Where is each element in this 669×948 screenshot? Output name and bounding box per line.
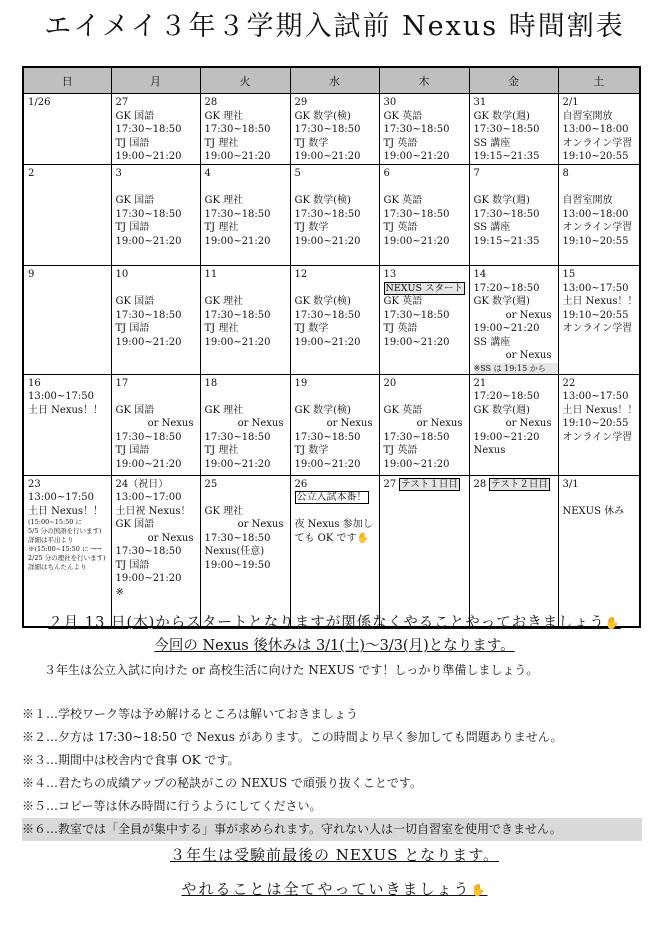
day-content (563, 268, 640, 336)
schedule-line: 19:00~19:50 (204, 559, 271, 571)
day-date-line (474, 478, 558, 492)
day-content (205, 96, 290, 164)
day-cell (290, 94, 379, 165)
schedule-line: TJ 国語 (115, 445, 150, 456)
schedule-line: 土日 Nexus！！ (28, 404, 104, 416)
note-item-highlight: ※６…教室では「全員が集中する」事が求められます。守れない人は一切自習室を使用できません。 (22, 818, 642, 841)
schedule-line: 19:00~21:20 (473, 323, 540, 334)
schedule-line: 13:00~17:00 (115, 492, 182, 503)
schedule-line: GK 英語 (383, 404, 423, 416)
tiny-note: ※(15:00~15:50 に →→ (28, 545, 102, 553)
day-cell (379, 165, 469, 266)
schedule-line: GK 理社 (204, 110, 244, 122)
day-date: 27 (383, 478, 397, 490)
schedule-line: 17:30~18:50 (204, 532, 271, 544)
nexus-start-badge: NEXUS スタート (385, 282, 464, 294)
schedule-line: GK 国語 (115, 404, 155, 416)
day-cell (558, 374, 640, 475)
day-date: 24（祝日） (115, 478, 169, 490)
weekday-sun: 日 (23, 67, 111, 94)
schedule-line: 19:10~20:55 (562, 309, 629, 321)
day-cell (469, 475, 558, 627)
schedule-line: 19:00~21:20 (204, 336, 271, 348)
schedule-line: 19:15~21:35 (473, 151, 540, 162)
schedule-line: 19:00~21:20 (204, 235, 271, 247)
schedule-line: 土日 Nexus！！ (28, 505, 104, 517)
schedule-line: Nexus(任意) (204, 546, 265, 557)
schedule-line: Nexus (473, 445, 506, 456)
schedule-line: GK 数学(週) (473, 404, 530, 416)
day-content (295, 96, 379, 164)
week-row (23, 94, 640, 165)
schedule-line: GK 国語 (115, 110, 155, 122)
day-content (474, 377, 558, 458)
schedule-line: 土日祝 Nexus！ (115, 505, 191, 517)
blank-line (295, 282, 379, 296)
notes-list (22, 703, 642, 841)
day-content (563, 167, 640, 248)
schedule-line: TJ 英語 (383, 222, 418, 233)
day-date: 30 (383, 97, 397, 108)
day-date: 8 (562, 168, 569, 179)
day-date: 31 (473, 97, 487, 108)
schedule-line: NEXUS 休み (562, 505, 625, 517)
schedule-line: TJ 英語 (383, 445, 418, 456)
schedule-line: 13:00~17:50 (562, 282, 629, 294)
schedule-line: 19:00~21:20 (294, 458, 361, 470)
schedule-line: GK 国語 (115, 519, 155, 530)
schedule-line: SS 講座 (473, 222, 511, 233)
holiday-message: 今回の Nexus 後休みは 3/1(土)～3/3(月)となります。 (154, 638, 515, 654)
day-content (474, 167, 558, 248)
schedule-line: TJ 国語 (115, 559, 150, 571)
day-content (205, 377, 290, 472)
day-cell (558, 266, 640, 375)
day-cell (379, 94, 469, 165)
schedule-line: 19:00~21:20 (115, 336, 182, 348)
schedule-line: 13:00~18:00 (562, 208, 629, 220)
schedule-line: 自習室開放 (562, 110, 613, 122)
schedule-line: 自習室開放 (562, 195, 613, 206)
tiny-note: 詳細は平出より (28, 536, 74, 544)
day-content (28, 167, 111, 181)
schedule-line: 17:30~18:50 (473, 208, 540, 220)
schedule-line: 13:00~17:50 (562, 391, 629, 402)
schedule-line: 19:00~21:20 (115, 573, 182, 584)
day-content (563, 478, 640, 519)
day-date: 23 (28, 478, 41, 490)
day-content (28, 377, 111, 418)
week-row (23, 165, 640, 266)
schedule-line: 13:00~17:50 (28, 391, 95, 402)
schedule-line: TJ 理社 (204, 323, 239, 334)
schedule-line: TJ 理社 (204, 137, 239, 149)
schedule-line: 土日 Nexus！！ (562, 404, 638, 416)
schedule-line: 17:30~18:50 (383, 309, 450, 321)
schedule-line: ※ (115, 586, 124, 598)
footer-line-1: ３年生は受験前最後の NEXUS となります。 (169, 846, 499, 864)
day-date: 5 (294, 168, 301, 179)
schedule-line: 19:00~21:20 (383, 336, 450, 348)
schedule-line: GK 数学(週) (473, 296, 530, 307)
blank-line (384, 181, 469, 195)
weekday-thu: 木 (379, 67, 469, 94)
day-date: 27 (115, 97, 129, 108)
day-content (295, 377, 379, 472)
schedule-line: TJ 国語 (115, 222, 150, 233)
day-content (116, 268, 200, 349)
schedule-line: 17:30~18:50 (383, 208, 450, 220)
day-date: 16 (28, 377, 41, 389)
day-cell (558, 94, 640, 165)
schedule-line: 19:00~21:20 (115, 458, 182, 470)
schedule-line: or Nexus (416, 418, 463, 429)
schedule-line: GK 理社 (204, 505, 244, 517)
schedule-line: GK 理社 (204, 404, 244, 416)
schedule-line: オンライン学習 (562, 137, 633, 149)
schedule-line: 19:10~20:55 (562, 151, 629, 162)
day-cell (111, 94, 200, 165)
day-content (205, 268, 290, 349)
schedule-line: 17:30~18:50 (204, 208, 271, 220)
schedule-line: 17:30~18:50 (473, 124, 540, 135)
schedule-line: SS 講座 (473, 137, 511, 149)
day-cell (23, 475, 111, 627)
day-cell (23, 165, 111, 266)
day-cell (111, 475, 200, 627)
day-content (205, 478, 290, 573)
day-date: 11 (204, 269, 218, 280)
day-date: 25 (204, 478, 218, 490)
schedule-line: 19:10~20:55 (562, 418, 629, 429)
day-content (384, 478, 469, 492)
schedule-line: 土日 Nexus！！ (562, 296, 638, 307)
blank-line (563, 491, 640, 505)
smile-icon: ✋ (356, 532, 369, 544)
day-date: 6 (383, 168, 390, 179)
schedule-line: GK 数学(検) (294, 195, 351, 206)
day-cell (558, 475, 640, 627)
day-content (116, 96, 200, 164)
day-cell (111, 374, 200, 475)
day-date: 1/26 (28, 97, 51, 108)
schedule-line: 19:00~21:20 (294, 235, 361, 247)
day-cell (469, 94, 558, 165)
badge-line (295, 491, 379, 505)
day-content (116, 478, 200, 600)
schedule-line: GK 数学(検) (294, 404, 351, 416)
day-date: 18 (204, 377, 218, 389)
schedule-line: 19:00~21:20 (383, 151, 450, 162)
blank-line (295, 505, 379, 519)
weekday-header-row (23, 67, 640, 94)
schedule-line: 17:30~18:50 (294, 309, 361, 321)
schedule-line: GK 英語 (383, 110, 423, 122)
day-content (28, 268, 111, 282)
schedule-line: 17:20~18:50 (473, 282, 540, 294)
day-cell (290, 374, 379, 475)
schedule-line: 17:30~18:50 (294, 431, 361, 443)
schedule-line: GK 国語 (115, 296, 155, 307)
day-cell (290, 266, 379, 375)
blank-line (205, 491, 290, 505)
footer-line-2: やれることは全てやっていきましょう✋ (181, 880, 488, 898)
test-day-badge: テスト２日目 (491, 478, 548, 490)
schedule-line: 19:15~21:35 (473, 235, 540, 247)
day-date: 9 (28, 269, 35, 280)
schedule-line: GK 数学(週) (473, 195, 530, 206)
day-date: 2/1 (562, 97, 579, 108)
blank-line (116, 390, 200, 404)
schedule-line: TJ 英語 (383, 323, 418, 334)
schedule-line: GK 理社 (204, 195, 244, 206)
page-title: エイメイ３年３学期入試前 Nexus 時間割表 (44, 11, 625, 42)
note-item: ※５…コピー等は休み時間に行うようにしてください。 (22, 799, 322, 813)
day-cell (290, 165, 379, 266)
week-row (23, 475, 640, 627)
day-date: 22 (562, 377, 576, 389)
blank-line (474, 181, 558, 195)
schedule-line: 17:30~18:50 (383, 431, 450, 443)
schedule-line: GK 英語 (383, 296, 423, 307)
schedule-line: GK 国語 (115, 195, 155, 206)
schedule-line: or Nexus (147, 418, 194, 429)
blank-line (205, 181, 290, 195)
schedule-line: 17:30~18:50 (204, 309, 271, 321)
day-date: 13 (383, 269, 397, 280)
note-item: ※２…夕方は 17:30~18:50 で Nexus があります。この時間より早く参加しても問題ありません。 (22, 730, 563, 744)
exam-day-badge: 公立入試本番！ (296, 492, 367, 503)
schedule-line: 19:10~20:55 (562, 235, 629, 247)
day-content (28, 478, 111, 573)
schedule-line: 19:00~21:20 (204, 151, 271, 162)
schedule-line: SS 講座 (473, 336, 511, 348)
schedule-line: 17:30~18:50 (294, 124, 361, 135)
schedule-line: オンライン学習 (562, 431, 633, 443)
day-content (384, 268, 469, 349)
day-content (474, 478, 558, 492)
schedule-line: or Nexus (147, 532, 194, 544)
schedule-line: 13:00~17:50 (28, 492, 95, 503)
day-cell (200, 94, 290, 165)
schedule-line-text: ても OK です (294, 532, 357, 544)
note-item: ※３…期間中は校舎内で食事 OK です。 (22, 753, 240, 767)
day-cell (469, 266, 558, 375)
day-date: 20 (383, 377, 397, 389)
schedule-line: 17:30~18:50 (115, 124, 182, 135)
blank-line (116, 282, 200, 296)
day-content (384, 167, 469, 248)
schedule-line: or Nexus (505, 350, 552, 361)
blank-line (205, 390, 290, 404)
day-date: 4 (204, 168, 211, 179)
hand-icon: ✋ (470, 883, 488, 897)
schedule-line: TJ 数学 (294, 137, 329, 149)
day-content (116, 377, 200, 472)
timetable (22, 66, 641, 628)
weekday-mon: 月 (111, 67, 200, 94)
tiny-note: 詳細はちんたんより (28, 563, 87, 571)
tiny-note: 2/25 分の理社を行います) (28, 554, 106, 562)
schedule-line: TJ 英語 (383, 137, 418, 149)
day-cell (558, 165, 640, 266)
day-content (563, 377, 640, 445)
day-date: 3/1 (562, 478, 579, 490)
schedule-line: 19:00~21:20 (204, 458, 271, 470)
day-date: 17 (115, 377, 129, 389)
day-date: 26 (294, 478, 308, 490)
day-date: 28 (473, 478, 487, 490)
schedule-line: 19:00~21:20 (473, 431, 540, 443)
blank-line (116, 181, 200, 195)
week-row (23, 374, 640, 475)
day-cell (23, 266, 111, 375)
schedule-line: GK 数学(検) (294, 296, 351, 307)
day-cell (200, 374, 290, 475)
weekday-fri: 金 (469, 67, 558, 94)
day-content (384, 96, 469, 164)
schedule-line: オンライン学習 (562, 323, 633, 334)
schedule-line: GK 理社 (204, 296, 244, 307)
day-date: 21 (473, 377, 487, 389)
day-date: 28 (204, 97, 218, 108)
blank-line (384, 390, 469, 404)
schedule-line: TJ 数学 (294, 222, 329, 233)
weekday-tue: 火 (200, 67, 290, 94)
day-date: 7 (473, 168, 480, 179)
day-cell (200, 165, 290, 266)
schedule-line: GK 数学(週) (473, 110, 530, 122)
tiny-note: 5/5 分の国語を行います) (28, 527, 102, 535)
day-cell (469, 165, 558, 266)
badge-line (384, 282, 469, 296)
schedule-line: TJ 理社 (204, 445, 239, 456)
schedule-line: GK 英語 (383, 195, 423, 206)
schedule-line: 17:30~18:50 (383, 124, 450, 135)
schedule-line: 17:30~18:50 (115, 208, 182, 220)
day-cell (111, 266, 200, 375)
schedule-line: 17:30~18:50 (115, 309, 182, 321)
day-cell (23, 94, 111, 165)
schedule-line: 17:30~18:50 (204, 431, 271, 443)
day-cell (23, 374, 111, 475)
schedule-line: or Nexus (326, 418, 373, 429)
day-date: 14 (473, 269, 487, 280)
day-content (474, 268, 558, 374)
day-content (116, 167, 200, 248)
schedule-line: 13:00~18:00 (562, 124, 629, 135)
day-date: 15 (562, 269, 576, 280)
blank-line (205, 282, 290, 296)
schedule-line (295, 532, 379, 546)
blank-line (295, 390, 379, 404)
day-date: 12 (294, 269, 308, 280)
schedule-line: 19:00~21:20 (294, 336, 361, 348)
blank-line (563, 181, 640, 195)
day-cell (200, 266, 290, 375)
schedule-line: or Nexus (505, 309, 552, 321)
day-date: 2 (28, 168, 35, 179)
schedule-line: オンライン学習 (562, 222, 633, 233)
day-date: 10 (115, 269, 129, 280)
schedule-line: or Nexus (505, 418, 552, 429)
hand-icon: ✋ (604, 616, 621, 630)
day-date: 3 (115, 168, 122, 179)
week-row (23, 266, 640, 375)
day-content (295, 268, 379, 349)
ss-note: ※SS は 19:15 から (474, 363, 558, 374)
day-content (205, 167, 290, 248)
day-cell (379, 266, 469, 375)
note-item: ※１…学校ワーク等は予め解けるところは解いておきましょう (22, 707, 359, 721)
schedule-line: 夜 Nexus 参加し (294, 519, 373, 530)
day-cell (200, 475, 290, 627)
day-content (474, 96, 558, 164)
weekday-sat: 土 (558, 67, 640, 94)
day-cell (379, 374, 469, 475)
schedule-line: 17:30~18:50 (115, 431, 182, 443)
day-cell (111, 165, 200, 266)
schedule-line: TJ 数学 (294, 445, 329, 456)
schedule-line: TJ 国語 (115, 137, 150, 149)
schedule-line: or Nexus (237, 519, 284, 530)
start-message: ２月 13 日(木)からスタートとなりますが関係なくやることやっておきましょう✋ (48, 615, 621, 631)
test-day-badge: テスト１日目 (401, 478, 458, 490)
day-date-line (384, 478, 469, 492)
day-content (384, 377, 469, 472)
day-content (295, 478, 379, 546)
schedule-line: 19:00~21:20 (115, 235, 182, 247)
blank-line (295, 181, 379, 195)
day-cell (379, 475, 469, 627)
schedule-line: 19:00~21:20 (383, 458, 450, 470)
schedule-line: 19:00~21:20 (115, 151, 182, 162)
day-date: 19 (294, 377, 308, 389)
day-content (563, 96, 640, 164)
schedule-line: 19:00~21:20 (383, 235, 450, 247)
day-content (295, 167, 379, 248)
weekday-wed: 水 (290, 67, 379, 94)
day-date: 29 (294, 97, 308, 108)
schedule-line: TJ 国語 (115, 323, 150, 334)
day-cell (290, 475, 379, 627)
schedule-line: TJ 数学 (294, 323, 329, 334)
schedule-line: GK 数学(検) (294, 110, 351, 122)
schedule-line: 17:30~18:50 (115, 546, 182, 557)
tiny-note: (15:00~15:50 に (28, 518, 83, 526)
nexus-message: ３年生は公立入試に向けた or 高校生活に向けた NEXUS です！しっかり準備しましょう。 (44, 663, 539, 677)
day-content (28, 96, 111, 110)
schedule-line: 19:00~21:20 (294, 151, 361, 162)
schedule-line: 17:30~18:50 (294, 208, 361, 220)
note-item: ※４…君たちの成績アップの秘訣がこの NEXUS で頑張り抜くことです。 (22, 776, 422, 790)
schedule-line: 17:30~18:50 (204, 124, 271, 135)
schedule-line: or Nexus (237, 418, 284, 429)
schedule-line: 17:20~18:50 (473, 391, 540, 402)
schedule-line: TJ 理社 (204, 222, 239, 233)
day-cell (469, 374, 558, 475)
